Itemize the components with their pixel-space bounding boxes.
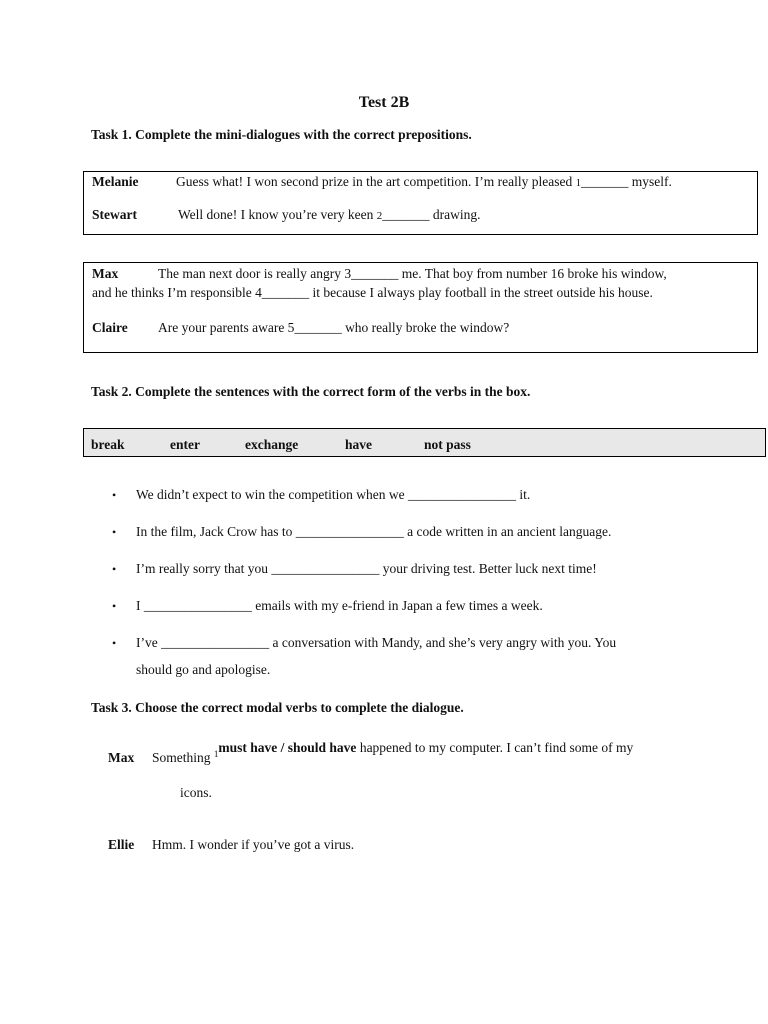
dialogue-text-max-1 [158, 266, 667, 282]
verb-break: break [91, 437, 125, 452]
list-item [136, 487, 530, 503]
bullet-icon: • [112, 562, 117, 576]
verb-box [83, 428, 766, 457]
text: drawing. [429, 207, 481, 222]
text: who really broke the window? [341, 320, 510, 335]
text: emails with my e-friend in Japan a few times a week. [251, 598, 543, 613]
gap-blank: ________________ [271, 561, 380, 576]
text: Something [152, 750, 214, 765]
text: and he thinks I’m responsible 4 [92, 285, 262, 300]
text: I [136, 598, 144, 613]
speaker-name-ellie: Ellie [108, 837, 135, 852]
gap-number: 2 [376, 210, 383, 222]
verb-enter: enter [170, 437, 200, 452]
gap-blank: ________________ [407, 487, 516, 502]
text: it. [515, 487, 531, 502]
text: a conversation with Mandy, and she’s very angry with you. You [269, 635, 617, 650]
verb-exchange: exchange [245, 437, 299, 452]
task3-heading: Task 3. Choose the correct modal verbs to complete the dialogue. [91, 700, 464, 715]
bullet-icon: • [112, 525, 117, 539]
page-title: Test 2B [358, 94, 410, 111]
text: me. That boy from number 16 broke his window, [398, 266, 667, 281]
gap-blank: ________________ [143, 598, 252, 613]
text: a code written in an ancient language. [403, 524, 612, 539]
speaker-name: Max [92, 266, 119, 281]
dialogue-text-ellie: Hmm. I wonder if you’ve got a virus. [152, 837, 355, 852]
gap-blank: _______ [382, 207, 430, 222]
gap-number: 1 [575, 177, 582, 189]
dialogue-text-claire [158, 320, 509, 336]
gap-blank: _______ [294, 320, 342, 335]
text: I’m really sorry that you [136, 561, 272, 576]
text: In the film, Jack Crow has to [136, 524, 296, 539]
list-item-continuation: should go and apologise. [136, 662, 271, 677]
gap-blank: ________________ [295, 524, 404, 539]
speaker-name: Stewart [92, 207, 137, 222]
list-item [136, 561, 597, 577]
text: Are your parents aware 5 [158, 320, 295, 335]
task1-dialogue-box-1 [83, 171, 758, 235]
list-item [136, 635, 616, 651]
dialogue-line-stewart [92, 207, 137, 223]
text: myself. [628, 174, 672, 189]
text: it because I always play football in the street outside his house. [309, 285, 653, 300]
task1-heading: Task 1. Complete the mini-dialogues with the correct prepositions. [91, 127, 472, 142]
bullet-icon: • [112, 488, 117, 502]
text: We didn’t expect to win the competition when we [136, 487, 408, 502]
text: The man next door is really angry 3 [158, 266, 352, 281]
text: your driving test. Better luck next time! [379, 561, 597, 576]
dialogue-line-melanie [92, 174, 139, 190]
verb-not-pass: not pass [424, 437, 471, 452]
text: I’ve [136, 635, 162, 650]
dialogue-text-max [152, 740, 634, 766]
dialogue-text-max-2 [92, 285, 653, 301]
gap-blank: ________________ [161, 635, 270, 650]
text: Guess what! I won second prize in the art competition. I’m really pleased [176, 174, 576, 189]
modal-options: must have / should have [218, 740, 357, 755]
text: happened to my computer. I can’t find some of my [356, 740, 634, 755]
gap-blank: _______ [261, 285, 310, 300]
gap-blank: _______ [581, 174, 629, 189]
dialogue-line-max [92, 266, 118, 282]
speaker-name: Claire [92, 320, 128, 335]
dialogue-text-stewart [178, 207, 480, 223]
text: Well done! I know you’re very keen [178, 207, 377, 222]
list-item [136, 598, 543, 614]
bullet-icon: • [112, 636, 117, 650]
verb-have: have [345, 437, 372, 452]
bullet-icon: • [112, 599, 117, 613]
list-item [136, 524, 611, 540]
speaker-name-max: Max [108, 750, 135, 765]
dialogue-text-melanie [176, 174, 672, 190]
gap-blank: _______ [351, 266, 399, 281]
speaker-name: Melanie [92, 174, 139, 189]
task1-dialogue-box-2 [83, 262, 758, 353]
task2-heading: Task 2. Complete the sentences with the correct form of the verbs in the box. [91, 384, 531, 399]
gap-number: 1 [213, 749, 219, 759]
dialogue-text-max-continued: icons. [180, 785, 212, 800]
dialogue-line-claire [92, 320, 128, 336]
